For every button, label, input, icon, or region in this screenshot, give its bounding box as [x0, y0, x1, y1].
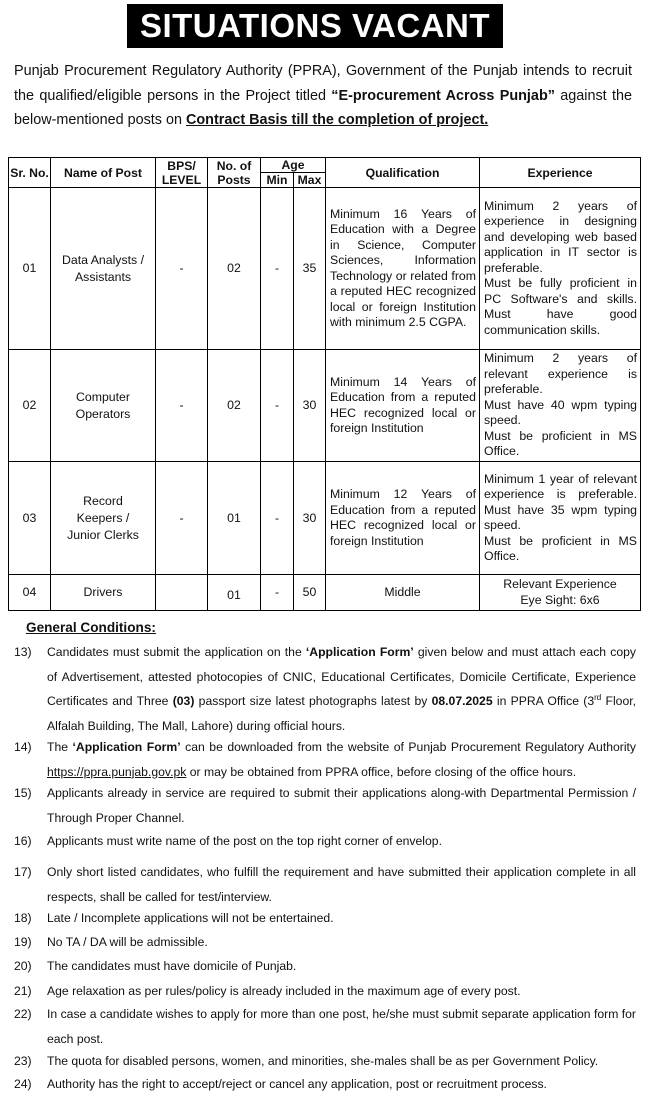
- contract-basis: Contract Basis till the completion of project.: [186, 112, 489, 128]
- experience-line: Must be proficient in MS Office.: [484, 533, 637, 563]
- cell-sr: 02: [9, 350, 51, 462]
- text-span: ‘Application Form’: [305, 645, 414, 659]
- header-age-max: Max: [294, 173, 326, 188]
- condition-text: Authority has the right to accept/reject or cancel any application, post or recruitment process.: [47, 1077, 547, 1091]
- condition-number: 22): [14, 1007, 32, 1021]
- condition-number: 13): [14, 645, 32, 659]
- text-span: passport size latest photographs latest by: [194, 694, 432, 708]
- condition-number: 14): [14, 740, 32, 754]
- condition-text: Applicants already in service are required to submit their applications along-with Departmental Permission / Through Proper Channel.: [47, 786, 636, 825]
- table-row: [9, 188, 641, 350]
- cell-experience: [480, 462, 641, 575]
- cell-num-posts: 02: [208, 188, 261, 350]
- header-num-posts: No. of Posts: [208, 158, 261, 188]
- condition-number: 20): [14, 959, 32, 973]
- cell-age-max: 30: [294, 350, 326, 462]
- intro-text-2: against the below-mentioned posts on: [14, 87, 633, 128]
- text-span: given below and must attach each copy of Advertisement, attested photocopies of CNIC, Educational Certificates, Domicile Certificate, Experience Certificates and Three: [47, 645, 636, 708]
- cell-experience: [480, 188, 641, 350]
- cell-age-min: -: [261, 575, 294, 611]
- experience-line: Must be fully proficient in PC Software's and skills.: [484, 276, 637, 306]
- table-row: [9, 350, 641, 462]
- condition-text: [47, 640, 636, 738]
- experience-line: Minimum 1 year of relevant experience is preferable.: [484, 471, 637, 501]
- cell-num-posts: 01: [208, 575, 261, 611]
- condition-text: Late / Incomplete applications will not be entertained.: [47, 911, 334, 925]
- cell-post: Record Keepers / Junior Clerks: [51, 462, 156, 575]
- page-title: SITUATIONS VACANT: [127, 4, 503, 48]
- condition-number: 15): [14, 786, 32, 800]
- experience-line: Must have 35 wpm typing speed.: [484, 502, 637, 532]
- experience-line: Eye Sight: 6x6: [520, 592, 600, 607]
- condition-text: Only short listed candidates, who fulfill the requirement and have submitted their application complete in all respects, shall be called for test/interview.: [47, 865, 636, 904]
- cell-bps: -: [156, 350, 208, 462]
- header-post: Name of Post: [51, 158, 156, 188]
- cell-post: Data Analysts / Assistants: [51, 188, 156, 350]
- condition-text: [47, 735, 636, 784]
- header-age: Age: [261, 158, 326, 173]
- cell-num-posts: 01: [208, 462, 261, 575]
- project-title: “E-procurement Across Punjab”: [331, 87, 555, 104]
- experience-line: Minimum 2 years of experience in designing and developing web based application in IT sector is preferable.: [484, 198, 637, 275]
- text-span: The: [47, 740, 73, 754]
- condition-text: In case a candidate wishes to apply for more than one post, he/she must submit separate application form for each post.: [47, 1007, 636, 1046]
- header-bps: BPS/ LEVEL: [156, 158, 208, 188]
- experience-line: Minimum 2 years of relevant experience is preferable.: [484, 351, 637, 397]
- experience-line: Relevant Experience: [503, 577, 617, 591]
- condition-number: 21): [14, 984, 32, 998]
- text-span: or may be obtained from PPRA office, before closing of the office hours.: [186, 764, 577, 779]
- cell-qualification: Minimum 14 Years of Education from a reputed HEC recognized local or foreign Institution: [326, 350, 480, 462]
- cell-age-max: 35: [294, 188, 326, 350]
- cell-post: Drivers: [51, 575, 156, 611]
- experience-line: Must have 40 wpm typing speed.: [484, 397, 637, 428]
- intro-paragraph: [14, 59, 632, 133]
- text-span: Candidates must submit the application on the: [47, 645, 306, 659]
- cell-experience: [480, 575, 641, 611]
- condition-text: No TA / DA will be admissible.: [47, 935, 208, 949]
- text-span: in PPRA Office (3: [492, 694, 595, 708]
- experience-line: Must have good communication skills.: [484, 307, 637, 337]
- condition-number: 18): [14, 911, 32, 925]
- cell-sr: 04: [9, 575, 51, 611]
- cell-age-min: -: [261, 188, 294, 350]
- condition-number: 16): [14, 834, 32, 848]
- condition-number: 17): [14, 865, 32, 879]
- text-span: (03): [172, 694, 195, 708]
- text-span: rd: [594, 692, 602, 702]
- cell-age-min: -: [261, 462, 294, 575]
- condition-number: 23): [14, 1054, 32, 1068]
- cell-qualification: Minimum 16 Years of Education with a Degree in Science, Computer Sciences, Information Technology or related from a reputed HEC recognized local or foreign Institution with minimum 2.5 CGPA.: [326, 188, 480, 350]
- cell-age-min: -: [261, 350, 294, 462]
- ppra-website-link[interactable]: https://ppra.punjab.gov.pk: [47, 764, 187, 779]
- text-span: can be downloaded from the website of Punjab Procurement Regulatory Authority: [180, 740, 637, 754]
- condition-text: Applicants must write name of the post on the top right corner of envelop.: [47, 834, 442, 848]
- header-age-min: Min: [261, 173, 294, 188]
- cell-qualification: Middle: [326, 575, 480, 611]
- table-row: [9, 575, 641, 611]
- cell-sr: 01: [9, 188, 51, 350]
- posts-table: [8, 157, 641, 611]
- cell-experience: [480, 350, 641, 462]
- condition-text: The candidates must have domicile of Punjab.: [47, 959, 297, 973]
- condition-text: The quota for disabled persons, women, and minorities, she-males shall be as per Government Policy.: [47, 1054, 599, 1068]
- cell-bps: -: [156, 462, 208, 575]
- experience-line: Must be proficient in MS Office.: [484, 428, 637, 459]
- header-qualification: Qualification: [326, 158, 480, 188]
- condition-text: Age relaxation as per rules/policy is already included in the maximum age of every post.: [47, 984, 521, 998]
- cell-bps: [156, 575, 208, 611]
- text-span: ‘Application Form’: [72, 740, 181, 754]
- table-row: [9, 462, 641, 575]
- cell-age-max: 30: [294, 462, 326, 575]
- header-experience: Experience: [480, 158, 641, 188]
- intro-text: Punjab Procurement Regulatory Authority (PPRA), Government of the Punjab intends to recruit the qualified/eligible persons in the Project titled: [14, 63, 632, 104]
- cell-post: Computer Operators: [51, 350, 156, 462]
- general-conditions-title: General Conditions:: [26, 620, 156, 635]
- header-row: [9, 158, 641, 173]
- cell-age-max: 50: [294, 575, 326, 611]
- condition-number: 19): [14, 935, 32, 949]
- text-span: 08.07.2025: [431, 694, 493, 708]
- text-span: Floor, Alfalah Building, The Mall, Lahore) during official hours.: [47, 694, 636, 733]
- header-sr: Sr. No.: [9, 158, 51, 188]
- cell-sr: 03: [9, 462, 51, 575]
- cell-num-posts: 02: [208, 350, 261, 462]
- cell-bps: -: [156, 188, 208, 350]
- cell-qualification: Minimum 12 Years of Education from a reputed HEC recognized local or foreign Institution: [326, 462, 480, 575]
- condition-number: 24): [14, 1077, 32, 1091]
